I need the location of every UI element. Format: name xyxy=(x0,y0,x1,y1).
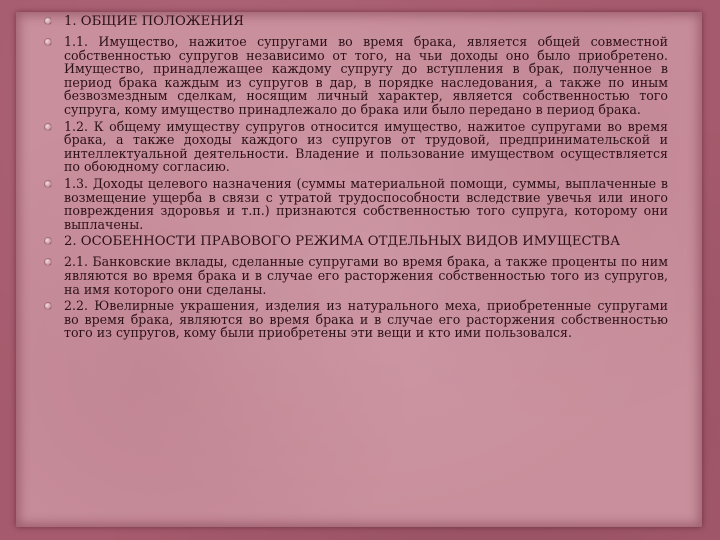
bullet-icon xyxy=(44,38,52,46)
bullet-icon xyxy=(44,237,52,245)
list-item-text: 1.1. Имущество, нажитое супругами во время брака, является общей совместной собственностью супругов независимо от того, на чьи доходы оно было приобретено. Имущество, принадлежащее каждому супругу до вступления в брак, полученное в период брака каждым из супругов в дар, в порядке наследования, а также по иным безвозмездным сделкам, носящим личный характер, является собственностью того супруга, кому имущество принадлежало до брака или было передано в период брака. xyxy=(64,34,668,117)
list-item-text: 2.1. Банковские вклады, сделанные супругами во время брака, а также проценты по ним являются во время брака и в случае его расторжения собственностью того из супругов, на имя которого они сделаны. xyxy=(64,254,668,297)
list-item-1-3 xyxy=(40,177,668,231)
list-item-text: 2.2. Ювелирные украшения, изделия из натурального меха, приобретенные супругами во время брака, являются во время брака и в случае его расторжения собственностью того из супругов, кому были приобретены эти вещи и кто ими пользовался. xyxy=(64,298,668,341)
bullet-icon xyxy=(44,302,52,310)
bullet-icon xyxy=(44,180,52,188)
list-item-text: 2. ОСОБЕННОСТИ ПРАВОВОГО РЕЖИМА ОТДЕЛЬНЫХ ВИДОВ ИМУЩЕСТВА xyxy=(64,234,621,250)
list-item-2-2 xyxy=(40,299,668,340)
slide-content xyxy=(40,14,668,343)
bullet-icon xyxy=(44,258,52,266)
list-item-text: 1.2. К общему имуществу супругов относится имущество, нажитое супругами во время брака, а также доходы каждого из супругов от трудовой, предпринимательской и интеллектуальной деятельности. Владение и пользование имуществом осуществляется по обоюдному согласию. xyxy=(64,118,668,175)
bullet-list xyxy=(40,14,668,340)
list-item-text: 1.3. Доходы целевого назначения (суммы материальной помощи, суммы, выплаченные в возмещение ущерба в связи с утратой трудоспособности вследствие увечья или иного повреждения здоровья и т.п.) признаются собственностью того супруга, которому они выплачены. xyxy=(64,175,668,232)
list-item-section-2-heading xyxy=(40,234,668,249)
list-item-section-1-heading xyxy=(40,14,668,29)
list-item-1-2 xyxy=(40,120,668,174)
bullet-icon xyxy=(44,123,52,131)
list-item-2-1 xyxy=(40,255,668,296)
list-item-1-1 xyxy=(40,35,668,117)
list-item-text: 1. ОБЩИЕ ПОЛОЖЕНИЯ xyxy=(64,14,244,29)
bullet-icon xyxy=(44,17,52,25)
